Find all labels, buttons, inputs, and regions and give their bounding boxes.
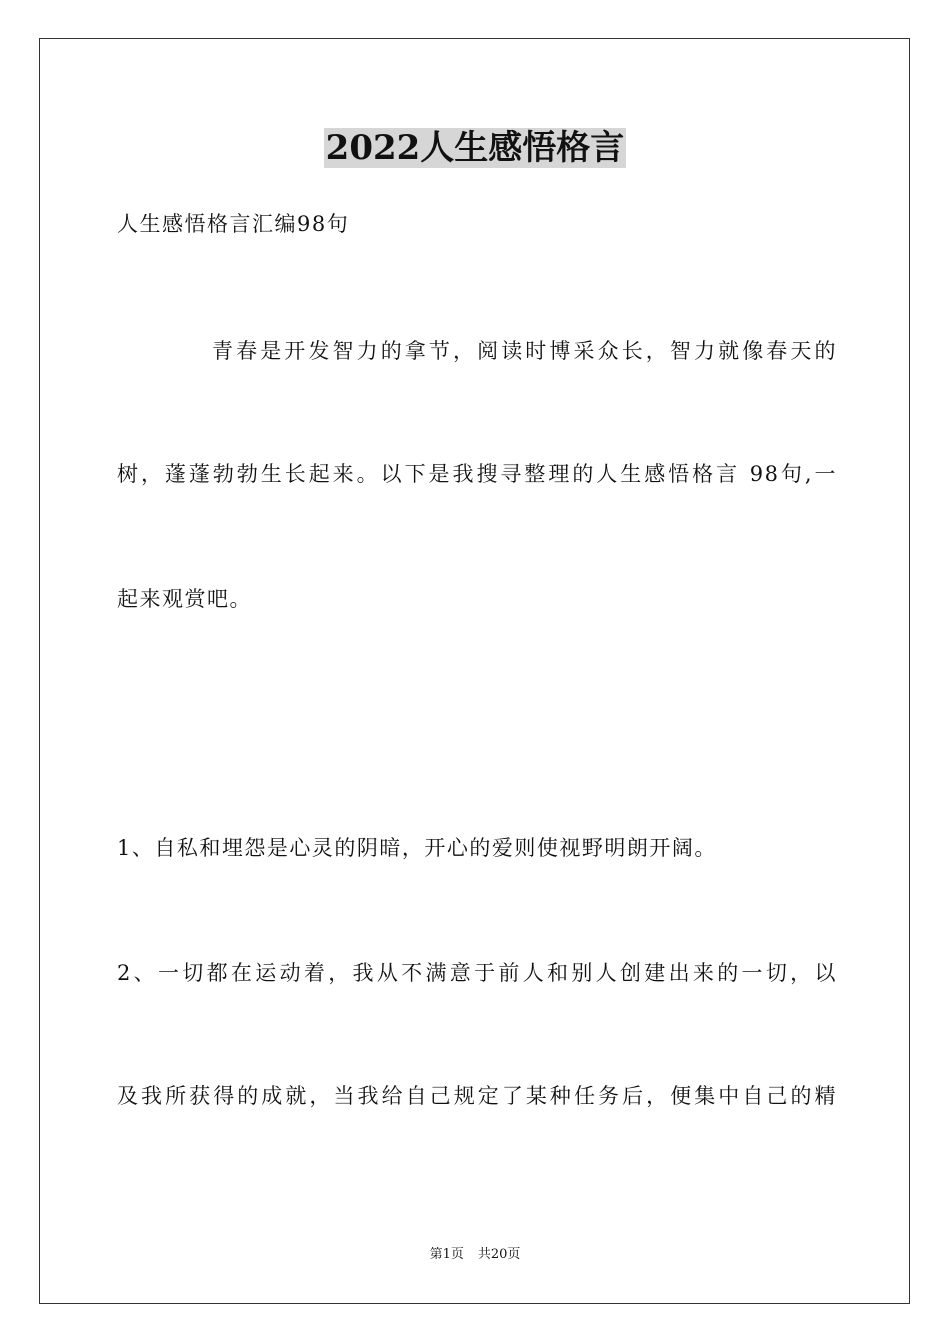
title-highlight: 2022人生感悟格言 [325, 128, 625, 168]
intro-line-2: 树，蓬蓬勃勃生长起来。以下是我搜寻整理的人生感悟格言 98句,一 [117, 462, 837, 486]
intro-line-1: 青春是开发智力的拿节，阅读时博采众长，智力就像春天的 [212, 339, 837, 363]
page-footer [0, 1246, 950, 1264]
intro-line-3: 起来观赏吧。 [117, 587, 252, 611]
list-item-1-line-1: 1、自私和埋怨是心灵的阴暗，开心的爱则使视野明朗开阔。 [117, 836, 717, 860]
list-item-2-line-2: 及我所获得的成就，当我给自己规定了某种任务后，便集中自己的精 [117, 1084, 837, 1108]
document-title [0, 128, 950, 168]
list-item-2-line-1: 2、一切都在运动着，我从不满意于前人和别人创建出来的一切，以 [117, 961, 837, 985]
document-subtitle: 人生感悟格言汇编98句 [117, 212, 350, 236]
page-number: 第1页 [429, 1247, 464, 1262]
page-total: 共20页 [477, 1247, 521, 1262]
